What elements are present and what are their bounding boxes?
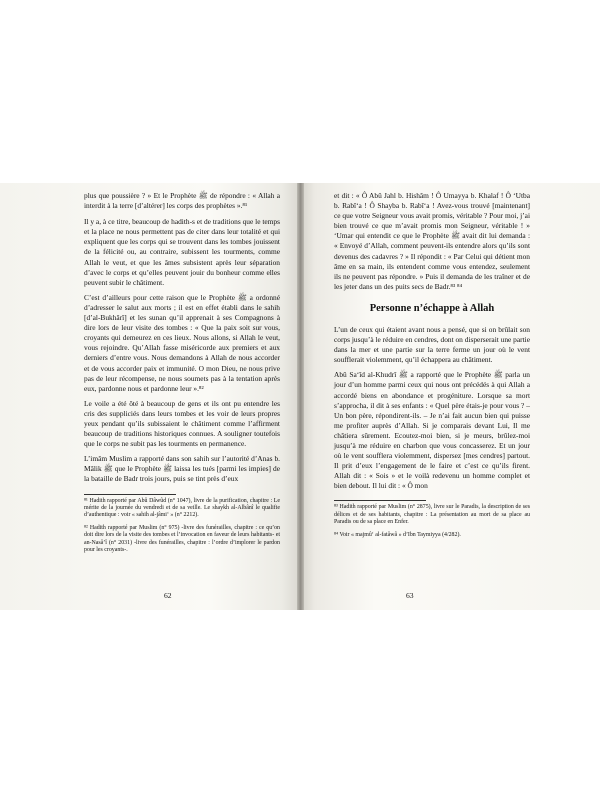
paragraph: Il y a, à ce titre, beaucoup de hadith-s et de traditions que le temps et la place ne nous permettent pas de citer dans leur totalité et qui expliquent que les corps qui se trouvent dans les tombes jouissent de la félicité ou, au contraire, subissent les tourments, comme Allah le veut, et que les âmes subsistent après leur séparation d’avec le corps et qu’elles peuvent jouir du bonheur comme elles peuvent subir le châtiment. [84,217,280,287]
paragraph: Le voile a été ôté à beaucoup de gens et ils ont pu entendre les cris des suppliciés dans leurs tombes et les voir de leurs propres yeux pendant qu’ils subissaient le châtiment comme l’affirment beaucoup de traditions historiques connues. A souligner toutefois que le corps ne subit pas les tourments en permanence. [84,398,280,449]
paragraph: L’imâm Muslim a rapporté dans son sahih sur l’autorité d’Anas b. Mâlik ﷺ que le Prophète ﷺ laissa les tués [parmi les impies] de la bataille de Badr trois jours, puis se tint près d’eux [84,454,280,484]
paragraph: plus que poussière ? » Et le Prophète ﷺ de répondre : « Allah a interdit à la terre [d’altérer] les corps des prophètes ».⁸¹ [84,191,280,211]
footnote-divider [84,494,176,495]
left-text-column [84,191,280,559]
book-gutter [297,183,304,610]
paragraph: Abû Sa‘îd al-Khudrî ﷺ a rapporté que le Prophète ﷺ parla un jour d’un homme parmi ceux qui nous ont précédés à qui Allah a accordé biens en abondance et progéniture. Lorsque sa mort s’approcha, il dit à ses enfants : « Quel père étais-je pour vous ? – Un bon père, répondirent-ils. – Je n’ai fait aucun bien qui puisse me profiter auprès d’Allah. Si je comparais devant Lui, Il me châtiera sûrement. Ecoutez-moi bien, si je meurs, brûlez-moi jusqu’à me réduire en charbon que vous concasserez. Et un jour où le vent soufflera violemment, dispersez [mes cendres] partout. Il prit d’eux l’engagement de le faire et c’est ce qu’ils firent. Allah dit : « Sois » et le voilà redevenu un homme complet et bien debout. Il lui dit : « Ô mon [334,370,531,491]
footnote-divider [334,500,426,501]
right-text-column [334,191,530,544]
left-page [0,183,300,610]
page-number: 62 [164,591,172,600]
footnote: ⁸³ Hadith rapporté par Muslim (n° 2875), livre sur le Paradis, la description de ses délices et de ses habitants, chapitre : La présentation au mort de sa place au Paradis ou de sa place en Enfer. [334,504,530,526]
footnote: ⁸² Hadith rapporté par Muslim (n° 975) -livre des funérailles, chapitre : ce qu’on doit dire lors de la visite des tombes et l’invocation en faveur de leurs habitants- et an-Nasâ’î (n° 2031) -livre des funérailles, chapitre : l’ordre d’implorer le pardon pour les croyants-. [84,524,280,553]
paragraph: C’est d’ailleurs pour cette raison que le Prophète ﷺ a ordonné d’adresser le salut aux morts ; il est en effet établi dans le sahih [d’al-Bukhârî] et les sunan qu’il apprenait à ses Compagnons à dire lors de leur visite des tombes : « Que la paix soit sur vous, croyants qui demeurez en ces lieux. Nous allons, si Allah le veut, vous rejoindre. Qu’Allah fasse miséricorde aux premiers et aux derniers d’entre vous. Nous demandons à Allah de nous accorder et de vous accorder paix et immunité. O mon Dieu, ne nous prive pas de leur récompense, ne nous soumets pas à la tentation après eux, pardonne nous et pardonne leur ».⁸² [84,292,280,393]
paragraph: et dit : « Ô Abû Jahl b. Hishâm ! Ô Umayya b. Khalaf ! Ô ‘Utba b. Rabî‘a ! Ô Shayba b. Rabî‘a ! Avez-vous trouvé [maintenant] ce que votre Seigneur vous avait promis, véritable ? Pour moi, j’ai bien trouvé ce que m’avait promis mon Seigneur, véritable ! » ‘Umar qui entendit ce que le Prophète ﷺ avait dit lui demanda : « Envoyé d’Allah, comment peuvent-ils entendre alors qu’ils sont devenus des cadavres ? » Il répondit : « Par Celui qui détient mon âme en sa main, ils entendent comme vous entendez, seulement ils ne peuvent pas répondre. » Puis il demanda de les traîner et de les jeter dans un des puits secs de Badr.⁸³ ⁸⁴ [334,191,531,291]
footnote: ⁸¹ Hadith rapporté par Abû Dâwûd (n° 1047), livre de la purification, chapitre : Le mérite de la journée du vendredi et de sa veille. Le shaykh al-Albânî le qualifie d’authentique : voir « sahih al-jâmi‘ » (n° 2212). [84,497,280,519]
footnote: ⁸⁴ Voir « majmû‘ al-fatâwâ » d’Ibn Taymiyya (4/282). [334,531,461,538]
right-page [300,183,600,610]
paragraph: L’un de ceux qui étaient avant nous a pensé, que si on brûlait son corps jusqu’à le réduire en cendres, dont on disperserait une partie dans la mer et une partie sur la terre ferme un jour où le vent soufflerait violemment, qu’il échappera au châtiment. [334,324,530,365]
open-book [0,183,600,610]
page-number: 63 [406,591,414,600]
section-heading: Personne n’échappe à Allah [369,302,495,314]
